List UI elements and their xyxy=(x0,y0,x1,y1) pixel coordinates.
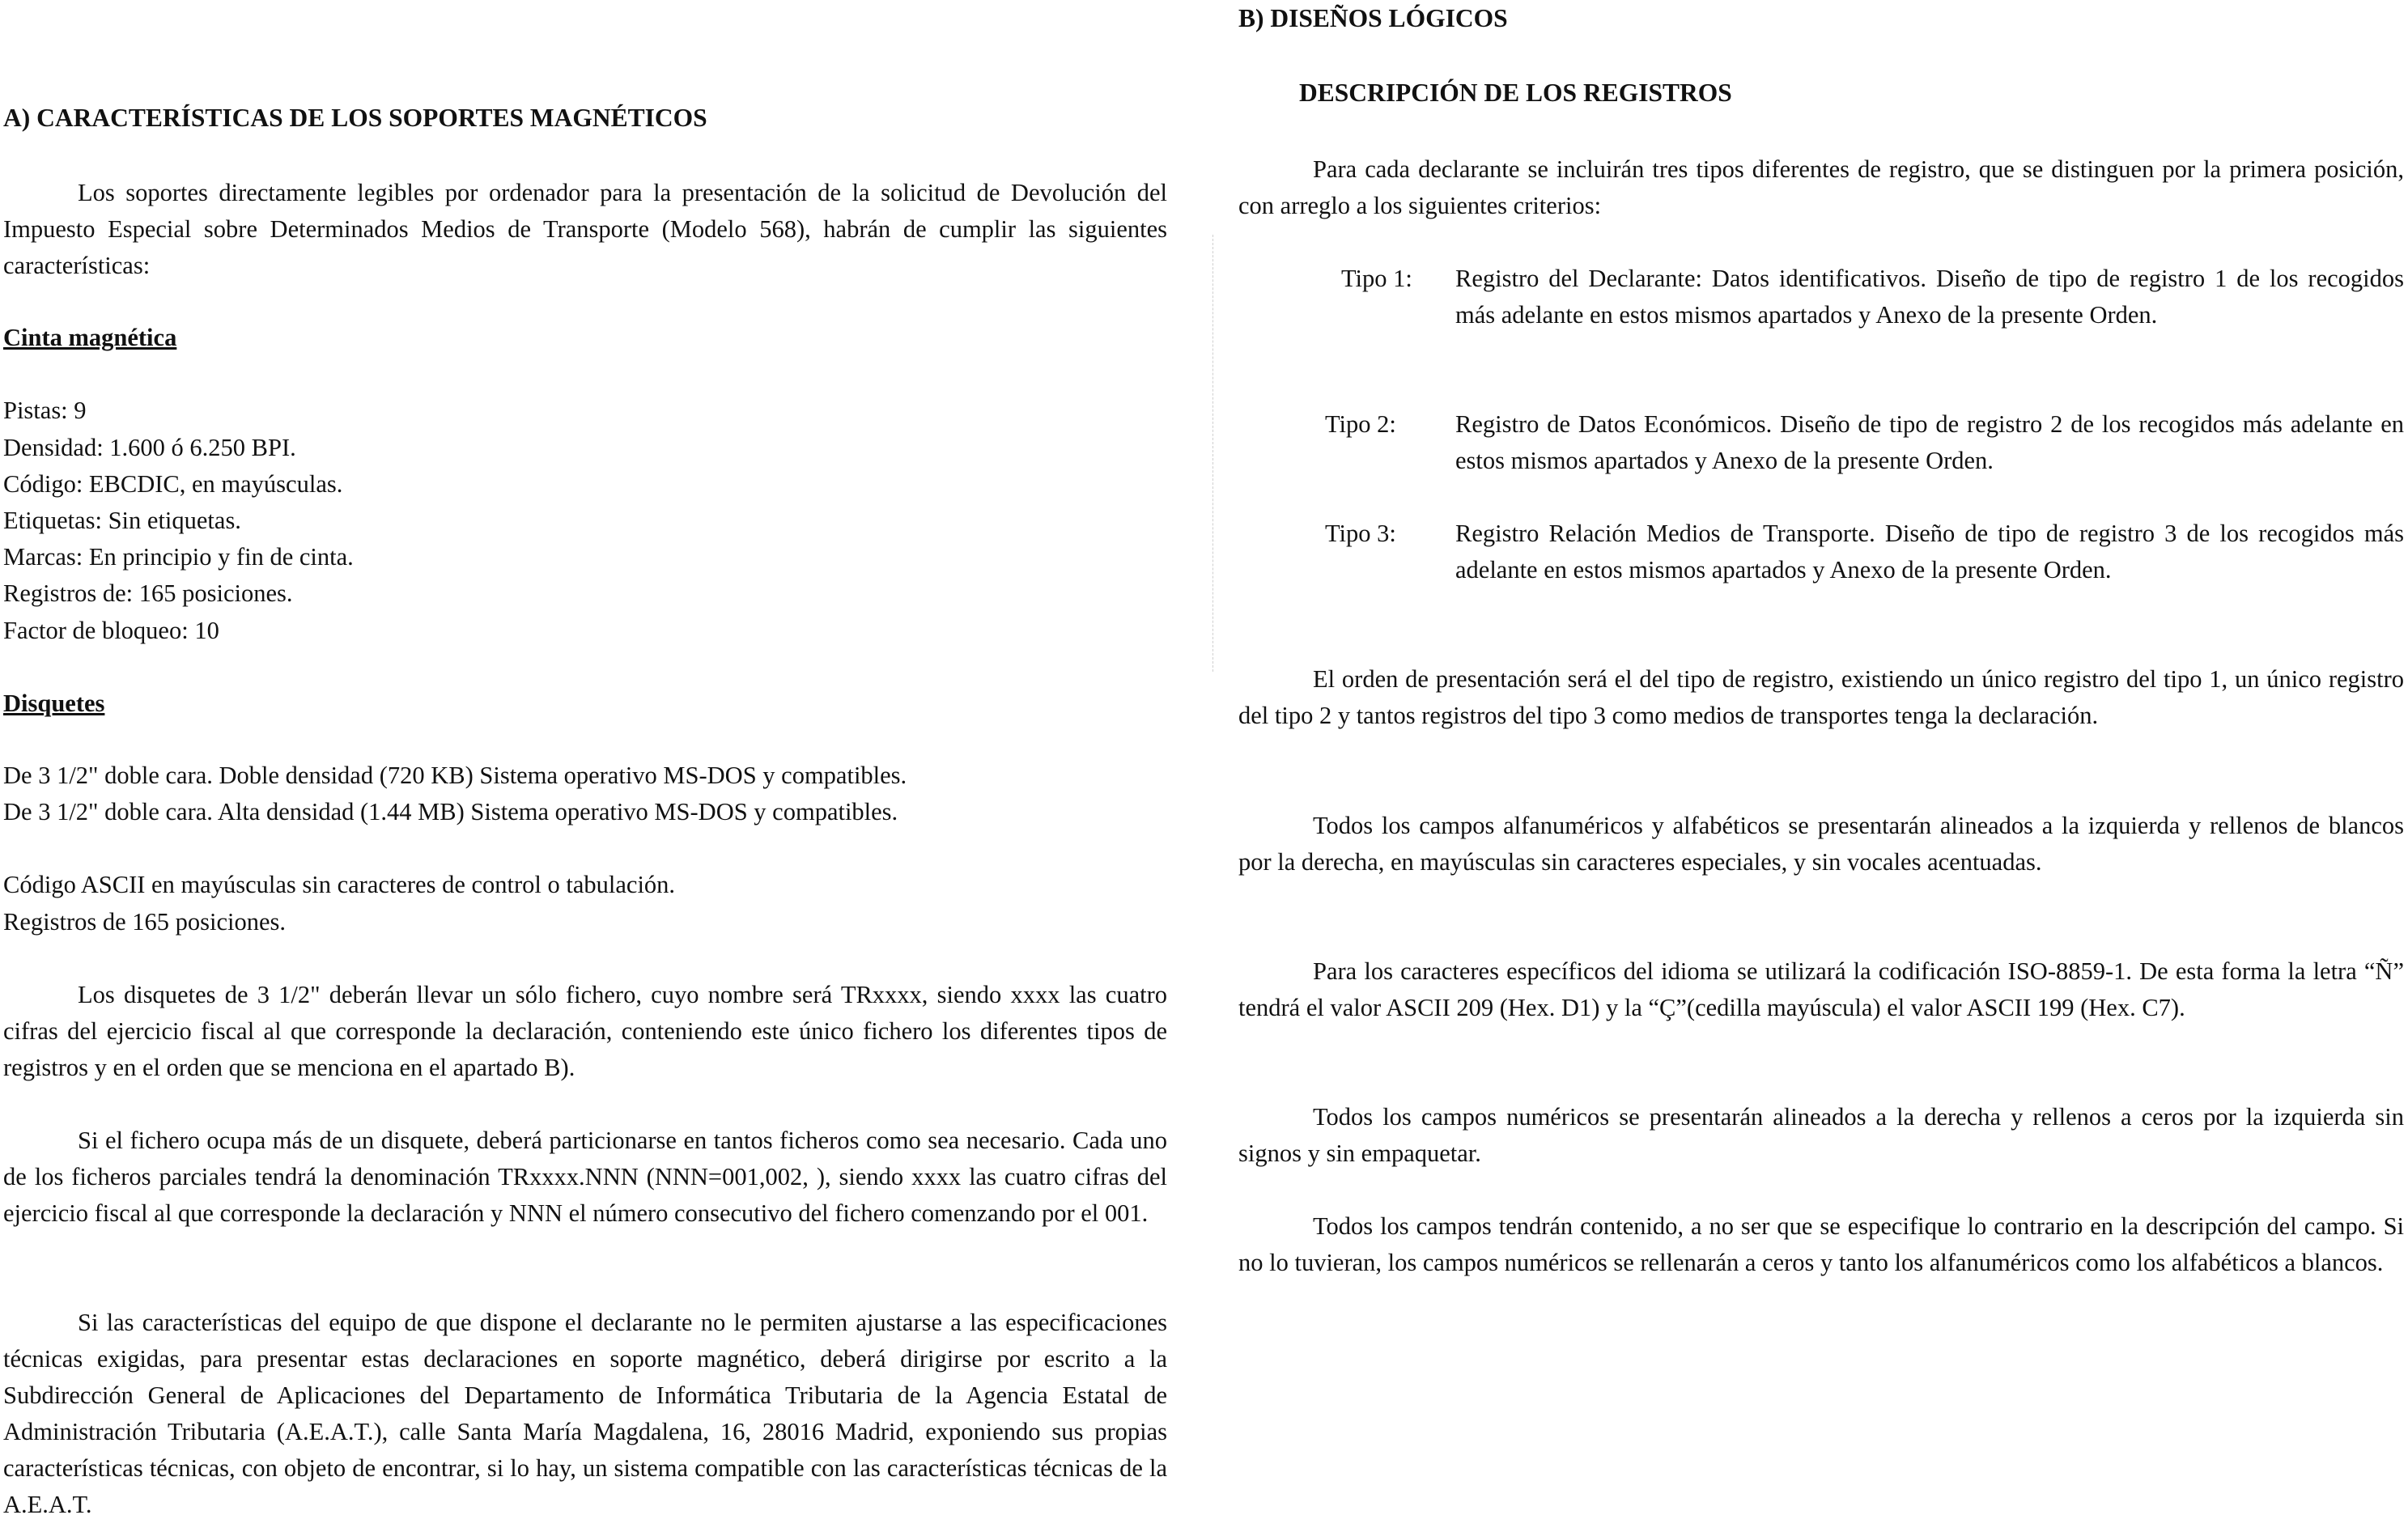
tipo-3-text: Registro Relación Medios de Transporte. Diseño de tipo de registro 3 de los recogidos más adelante en estos mismos apartados y Anexo de la presente Orden. xyxy=(1455,520,2404,584)
tipo-3-label: Tipo 3: xyxy=(1325,520,1396,547)
spec-line: Densidad: 1.600 ó 6.250 BPI. xyxy=(3,434,296,461)
orden-paragraph: El orden de presentación será el del tipo de registro, existiendo un único registro del tipo 1, un único registro del tipo 2 y tantos registros del tipo 3 como medios de transportes tenga la declaración. xyxy=(1238,665,2404,729)
intro-paragraph: Los soportes directamente legibles por ordenador para la presentación de la solicitud de Devolución del Impuesto Especial sobre Determinados Medios de Transporte (Modelo 568), habrán de cumplir las siguientes características: xyxy=(3,179,1167,279)
registros-subheading: DESCRIPCIÓN DE LOS REGISTROS xyxy=(1299,79,1732,107)
alfanumericos-paragraph: Todos los campos alfanuméricos y alfabéticos se presentarán alineados a la izquierda y rellenos de blancos por la derecha, en mayúsculas sin caracteres especiales, y sin vocales acentuadas. xyxy=(1238,812,2404,876)
section-a-heading: A) CARACTERÍSTICAS DE LOS SOPORTES MAGNÉTICOS xyxy=(3,104,707,132)
spec-line: Marcas: En principio y fin de cinta. xyxy=(3,543,354,571)
column-divider xyxy=(1212,235,1213,672)
numericos-paragraph: Todos los campos numéricos se presentarán alineados a la derecha y rellenos a ceros por la izquierda sin signos y sin empaquetar. xyxy=(1238,1103,2404,1167)
tipo-1-text: Registro del Declarante: Datos identificativos. Diseño de tipo de registro 1 de los recogidos más adelante en estos mismos apartados y Anexo de la presente Orden. xyxy=(1455,265,2404,329)
spec-line: Pistas: 9 xyxy=(3,397,87,424)
contenido-paragraph: Todos los campos tendrán contenido, a no ser que se especifique lo contrario en la descripción del campo. Si no lo tuvieran, los campos numéricos se rellenarán a ceros y tanto los alfanuméricos como los alfabéticos a blancos. xyxy=(1238,1212,2404,1276)
disquetes-paragraph-2: Si el fichero ocupa más de un disquete, deberá particionarse en tantos ficheros como sea necesario. Cada uno de los ficheros parciales tendrá la denominación TRxxxx.NNN (NNN=001,002, ), siendo xxxx las cuatro cifras del ejercicio fiscal al que corresponde la declaración y NNN el número consecutivo del fichero comenzando por el 001. xyxy=(3,1127,1167,1227)
spec-line: Etiquetas: Sin etiquetas. xyxy=(3,507,241,534)
iso-paragraph: Para los caracteres específicos del idioma se utilizará la codificación ISO-8859-1. De esta forma la letra “Ñ” tendrá el valor ASCII 209 (Hex. D1) y la “Ç”(cedilla mayúscula) el valor ASCII 199 (Hex. C7). xyxy=(1238,957,2404,1021)
spec-line: Código: EBCDIC, en mayúsculas. xyxy=(3,470,343,498)
tipo-1-label: Tipo 1: xyxy=(1341,265,1412,292)
cinta-heading: Cinta magnética xyxy=(3,324,177,351)
registros-intro: Para cada declarante se incluirán tres tipos diferentes de registro, que se distinguen por la primera posición, con arreglo a los siguientes criterios: xyxy=(1238,155,2404,219)
tipo-2-text: Registro de Datos Económicos. Diseño de tipo de registro 2 de los recogidos más adelante en estos mismos apartados y Anexo de la presente Orden. xyxy=(1455,410,2404,474)
code-line: Código ASCII en mayúsculas sin caracteres de control o tabulación. xyxy=(3,871,676,898)
spec-line: Registros de: 165 posiciones. xyxy=(3,579,293,607)
section-b-heading: B) DISEÑOS LÓGICOS xyxy=(1238,4,1508,32)
spec-line: Factor de bloqueo: 10 xyxy=(3,617,219,644)
format-line: De 3 1/2" doble cara. Alta densidad (1.44 MB) Sistema operativo MS-DOS y compatibles. xyxy=(3,798,898,825)
format-line: De 3 1/2" doble cara. Doble densidad (720 KB) Sistema operativo MS-DOS y compatibles. xyxy=(3,762,907,789)
disquetes-heading: Disquetes xyxy=(3,690,105,717)
code-line: Registros de 165 posiciones. xyxy=(3,908,287,936)
disquetes-paragraph-1: Los disquetes de 3 1/2" deberán llevar un sólo fichero, cuyo nombre será TRxxxx, siendo xxxx las cuatro cifras del ejercicio fiscal al que corresponde la declaración, conteniendo este único fichero los diferentes tipos de registros y en el orden que se menciona en el apartado B). xyxy=(3,981,1167,1081)
disquetes-paragraph-3: Si las características del equipo de que dispone el declarante no le permiten ajustarse a las especificaciones técnicas exigidas, para presentar estas declaraciones en soporte magnético, deberá dirigirse por escrito a la Subdirección General de Aplicaciones del Departamento de Informática Tributaria de la Agencia Estatal de Administración Tributaria (A.E.A.T.), calle Santa María Magdalena, 16, 28016 Madrid, exponiendo sus propias características técnicas, con objeto de encontrar, si lo hay, un sistema compatible con las características técnicas de la A.E.A.T. xyxy=(3,1309,1167,1518)
tipo-2-label: Tipo 2: xyxy=(1325,410,1396,438)
